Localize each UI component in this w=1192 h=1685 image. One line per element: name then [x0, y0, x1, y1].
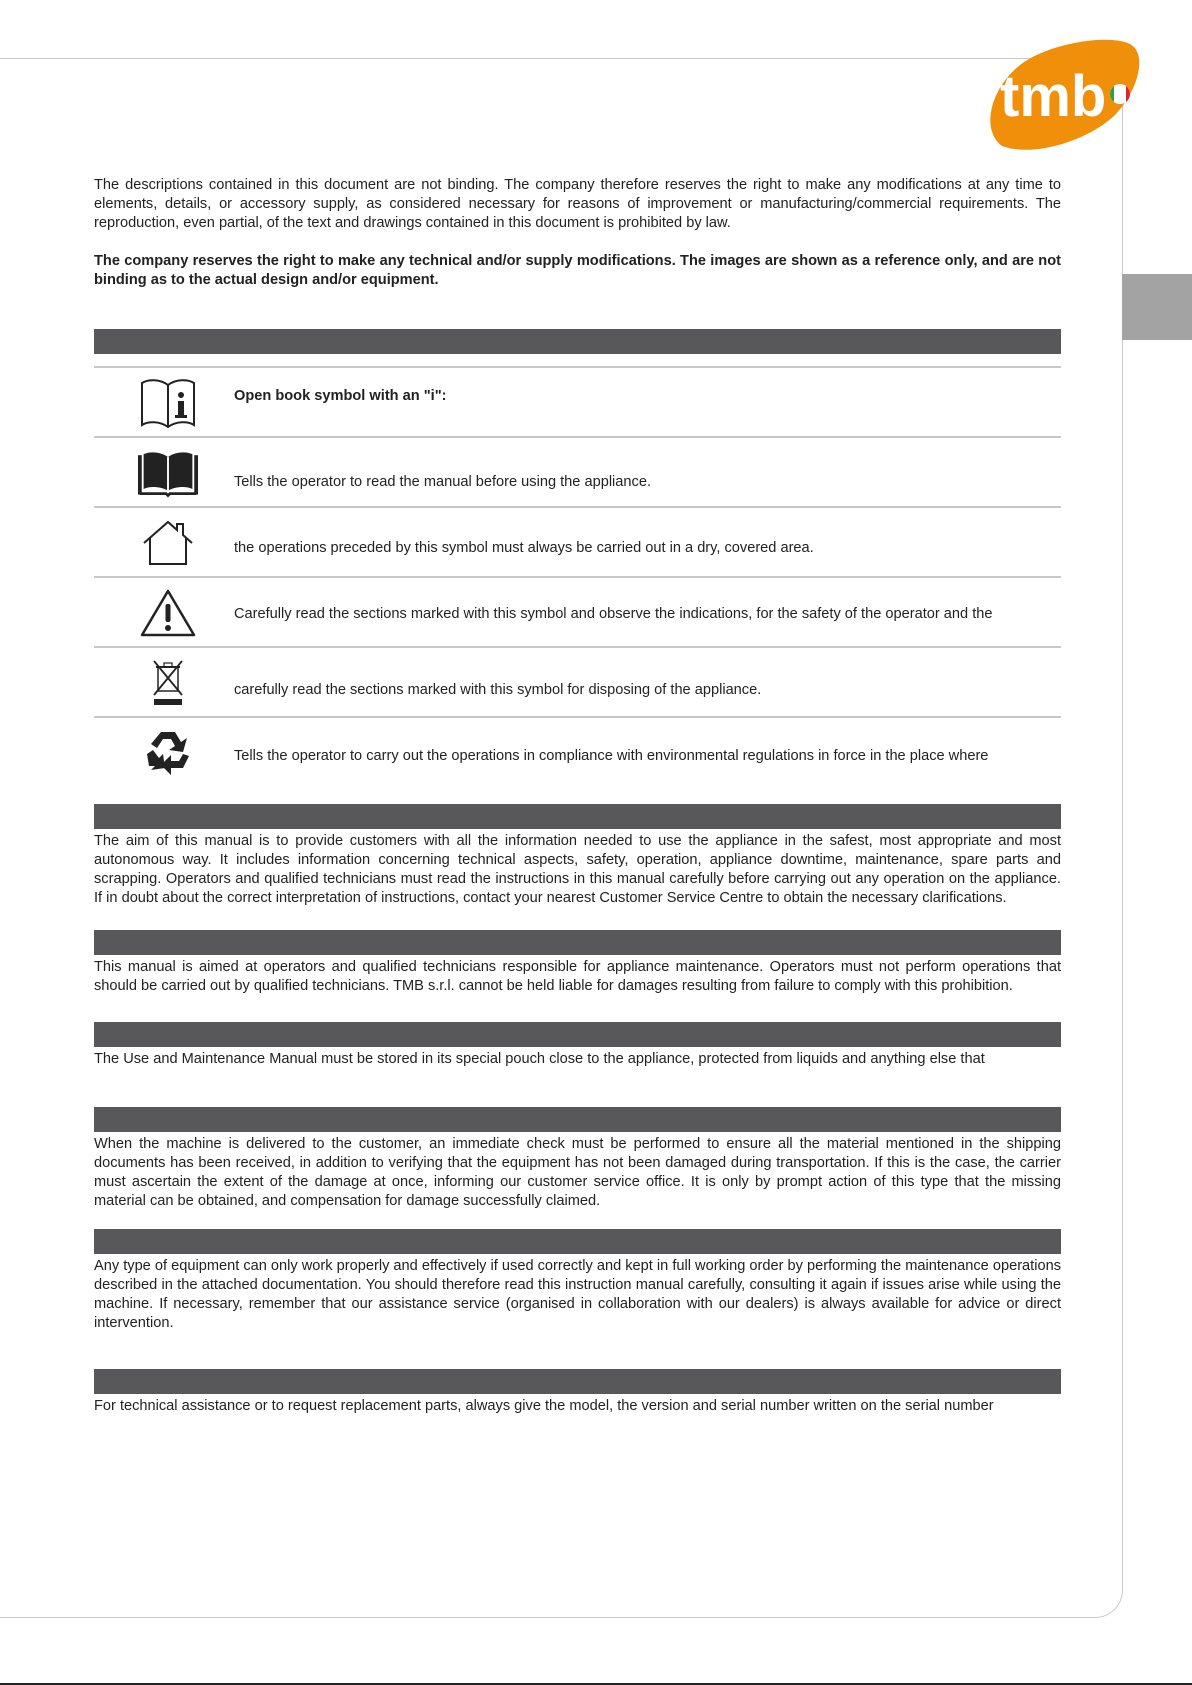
section-header-bar — [94, 1229, 1061, 1254]
maintenance-paragraph: Any type of equipment can only work properly and effectively if used correctly and kept in full working order by performing the maintenance operations described in the attached documentation. You should therefore read this instruction manual carefully, consulting it again if issues arise while using the machine. If necessary, remember that our assistance service (organised in collaboration with our dealers) is always available for advice or direct intervention. — [94, 1258, 1061, 1331]
symbol-description: Tells the operator to read the manual before using the appliance. — [234, 474, 652, 490]
symbol-description: Open book symbol with an "i": — [234, 388, 447, 404]
house-icon — [138, 516, 198, 570]
recipients-paragraph: This manual is aimed at operators and qualified technicians responsible for appliance maintenance. Operators must not perform operations that should be carried out by qualified technicians. TMB s.r.l. cannot be held liable for damages resulting from failure to comply with this prohibition. — [94, 959, 1061, 994]
manual-book-icon — [138, 446, 198, 500]
aim-paragraph: The aim of this manual is to provide customers with all the information needed to use the appliance in the safest, most appropriate and most autonomous way. It includes information concerning technical aspects, safety, operation, appliance downtime, maintenance, spare parts and scrapping. Operators and qualified technicians must read the instructions in this manual carefully before carrying out any operation on the appliance. If in doubt about the correct interpretation of instructions, contact your nearest Customer Service Centre to obtain the necessary clarifications. — [94, 833, 1061, 906]
symbol-description: Tells the operator to carry out the operations in compliance with environmental regulations in force in the place where — [234, 748, 989, 764]
symbol-description: Carefully read the sections marked with this symbol and observe the indications, for the safety of the operator and the — [234, 606, 993, 622]
recycle-icon — [138, 726, 198, 780]
tmb-logo — [984, 34, 1144, 154]
crossed-bin-icon — [138, 656, 198, 710]
section-header-bar — [94, 804, 1061, 829]
symbol-row — [94, 718, 1061, 786]
document-body — [94, 176, 1061, 1416]
symbol-description: carefully read the sections marked with this symbol for disposing of the appliance. — [234, 682, 762, 698]
symbols-header-bar — [94, 329, 1061, 354]
symbol-row — [94, 508, 1061, 578]
section-header-bar — [94, 930, 1061, 955]
open-book-info-icon — [138, 376, 198, 430]
warning-triangle-icon — [138, 586, 198, 640]
section-header-bar — [94, 1107, 1061, 1132]
delivery-paragraph: When the machine is delivered to the customer, an immediate check must be performed to ensure all the material mentioned in the shipping documents has been received, in addition to verifying that the equipment has not been damaged during transportation. If this is the case, the carrier must ascertain the extent of the damage at once, informing our customer service office. It is only by prompt action of this type that the missing material can be obtained, and compensation for damage successfully claimed. — [94, 1136, 1061, 1209]
section-header-bar — [94, 1369, 1061, 1394]
symbol-row — [94, 438, 1061, 508]
symbol-row — [94, 648, 1061, 718]
assistance-paragraph: For technical assistance or to request replacement parts, always give the model, the version and serial number written on the serial number — [94, 1398, 994, 1414]
symbols-table — [94, 366, 1061, 786]
reservation-paragraph: The company reserves the right to make any technical and/or supply modifications. The images are shown as a reference only, and are not binding as to the actual design and/or equipment. — [94, 253, 1061, 288]
svg-text:tmb: tmb — [1000, 64, 1107, 129]
storage-paragraph: The Use and Maintenance Manual must be stored in its special pouch close to the appliance, protected from liquids and anything else that — [94, 1051, 985, 1067]
section-header-bar — [94, 1022, 1061, 1047]
symbol-row — [94, 368, 1061, 438]
symbol-row — [94, 578, 1061, 648]
symbol-description: the operations preceded by this symbol must always be carried out in a dry, covered area. — [234, 540, 814, 556]
chapter-tab — [1122, 274, 1192, 340]
disclaimer-paragraph: The descriptions contained in this document are not binding. The company therefore reserves the right to make any modifications at any time to elements, details, or accessory supply, as considered necessary for reasons of improvement or manufacturing/commercial requirements. The reproduction, even partial, of the text and drawings contained in this document is prohibited by law. — [94, 177, 1061, 231]
